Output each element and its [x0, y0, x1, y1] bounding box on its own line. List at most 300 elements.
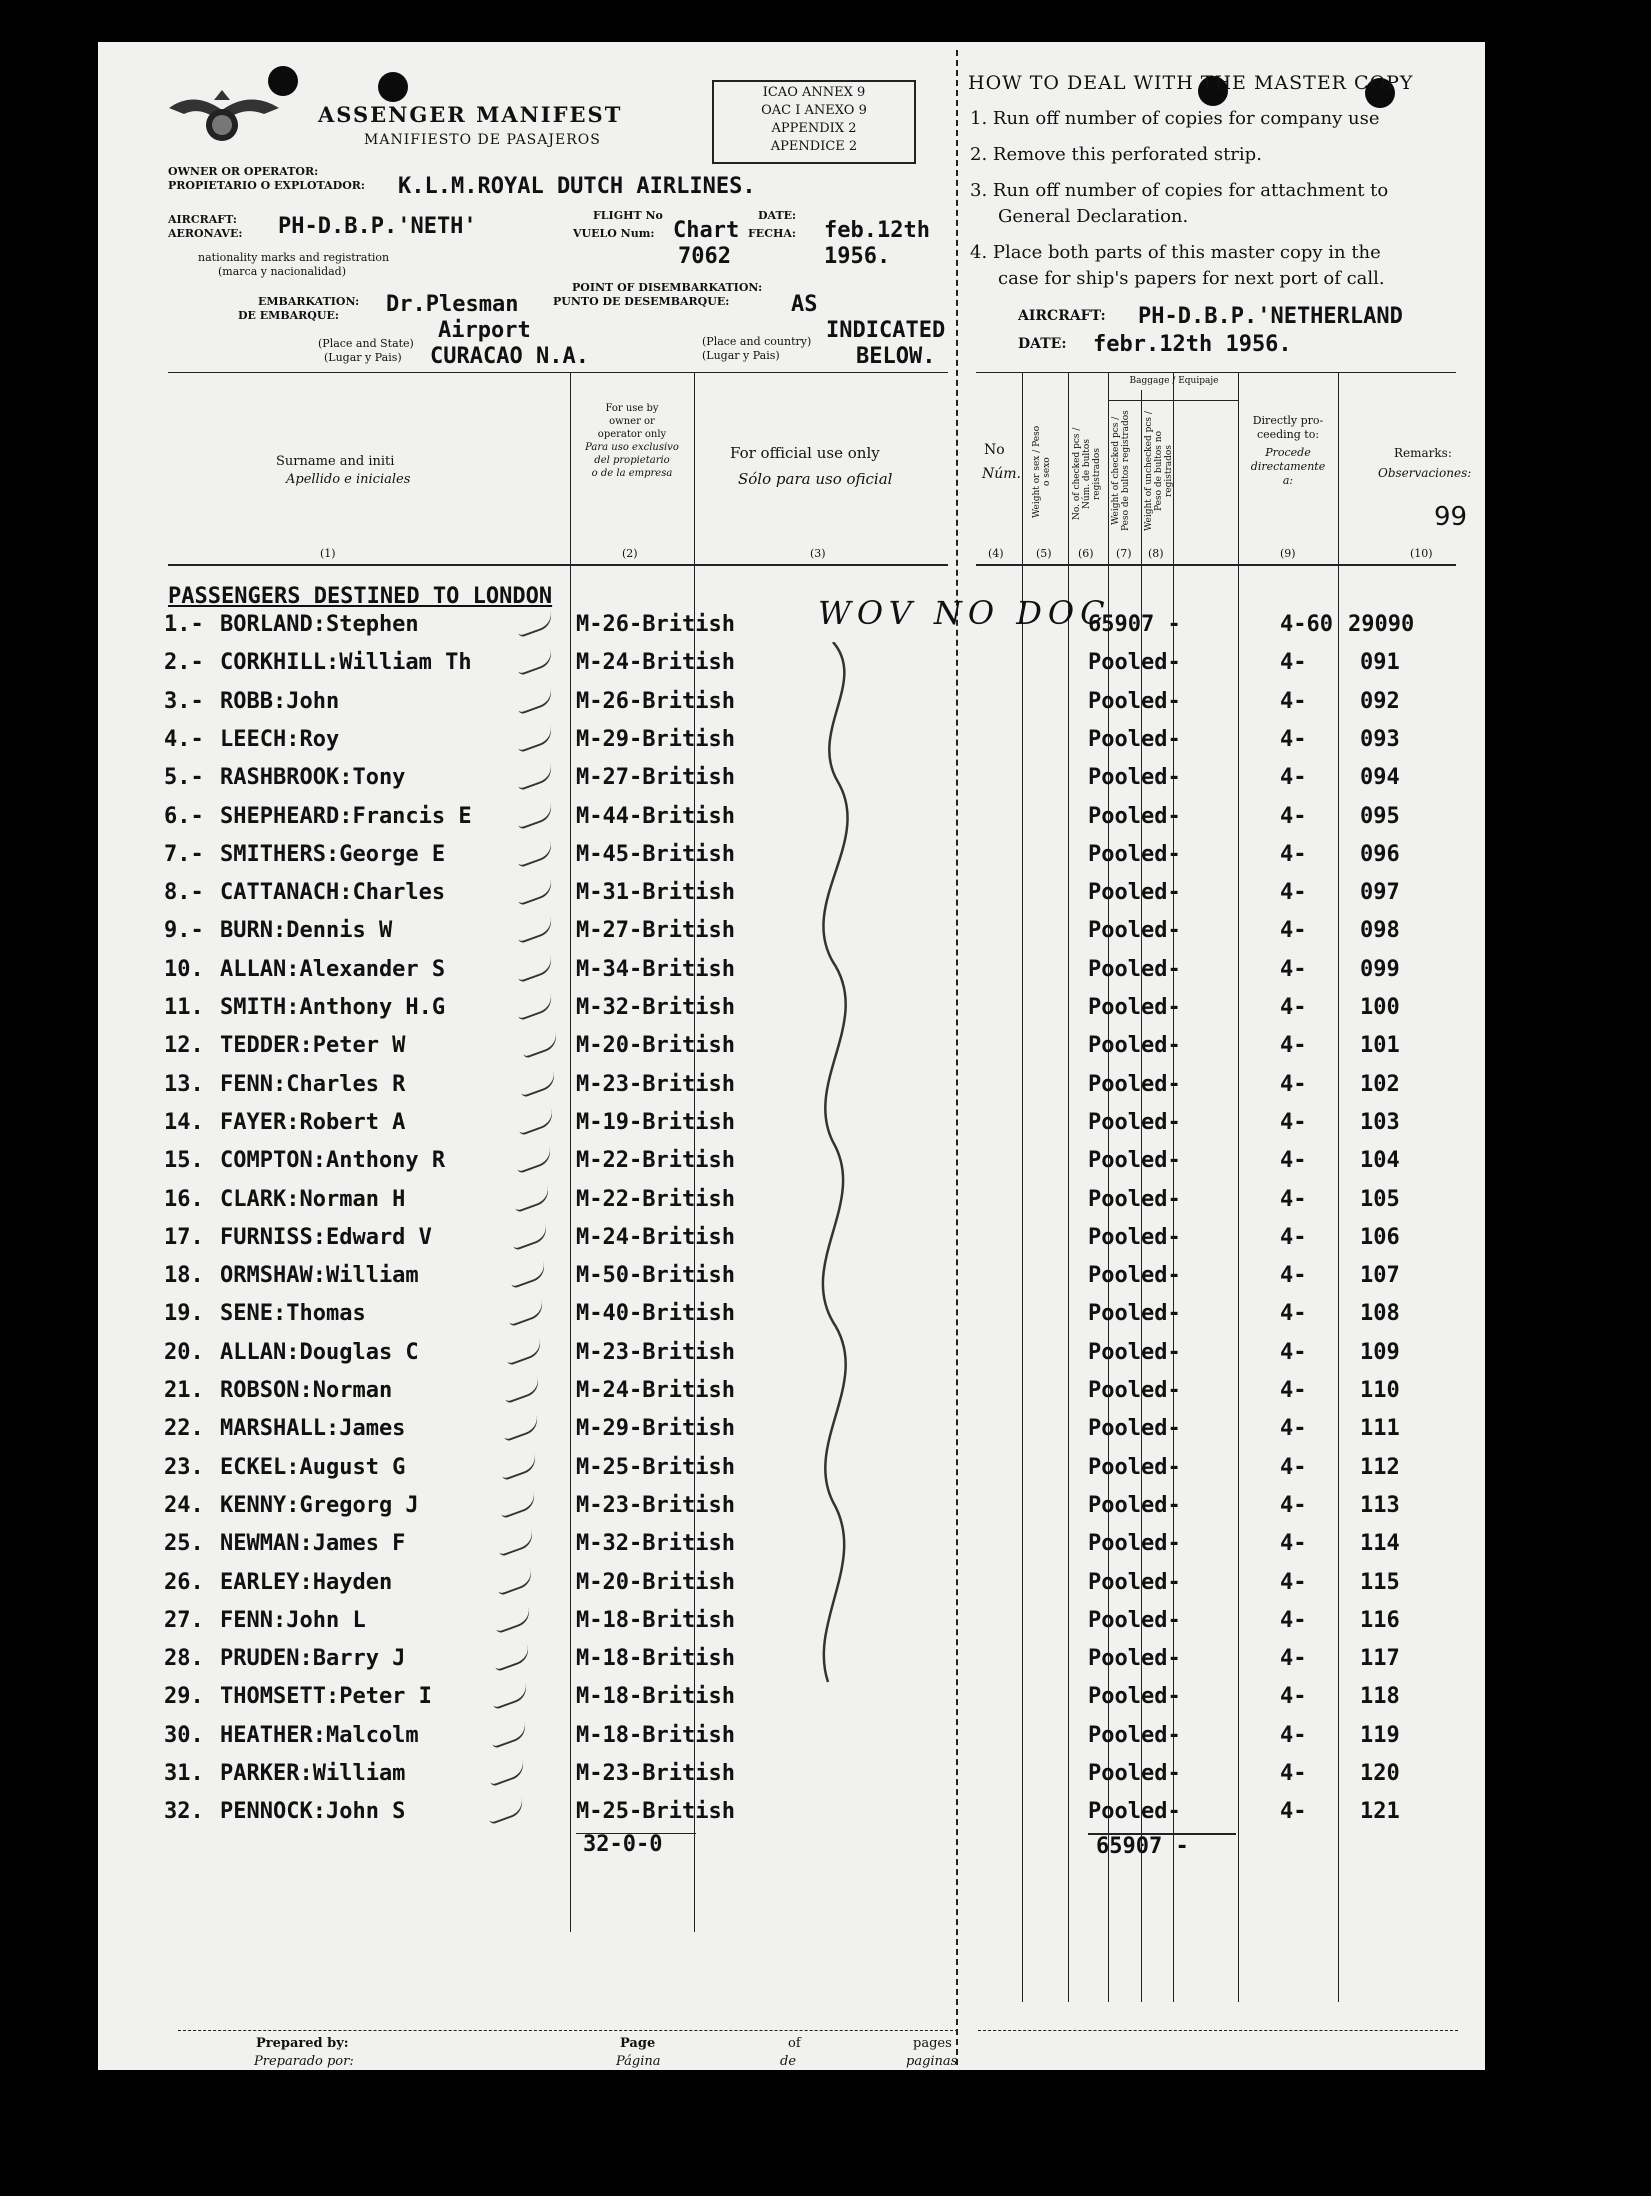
baggage-weight: Pooled-	[1088, 918, 1181, 944]
passenger-info: M-19-British	[576, 1109, 735, 1135]
passenger-name: THOMSETT:Peter I	[220, 1684, 432, 1710]
passenger-number: 9.-	[164, 918, 204, 944]
check-mark-icon	[514, 878, 555, 906]
icao-line: ICAO ANNEX 9	[762, 85, 866, 100]
footer-rule-strip	[978, 2030, 1458, 2031]
prepared-by-label: Prepared by:	[256, 2036, 349, 2051]
passenger-info: M-45-British	[576, 841, 735, 867]
check-mark-icon	[514, 687, 555, 715]
baggage-weight: Pooled-	[1088, 726, 1181, 752]
passenger-name: ALLAN:Alexander S	[220, 956, 446, 982]
table-row	[98, 1449, 1485, 1487]
table-row	[98, 1257, 1485, 1295]
passenger-info: M-24-British	[576, 1224, 735, 1250]
table-top-rule-strip	[976, 372, 1456, 373]
passenger-name: SMITH:Anthony H.G	[220, 995, 446, 1020]
col-num: (1)	[320, 547, 336, 560]
passenger-info: M-27-British	[576, 918, 735, 944]
baggage-weight: Pooled-	[1088, 1033, 1181, 1059]
remark-number: 120	[1360, 1761, 1400, 1786]
passenger-info: M-26-British	[576, 612, 735, 637]
remark-number: 112	[1360, 1454, 1400, 1480]
remark-number: 093	[1360, 726, 1400, 752]
flight-label-es: VUELO Num:	[573, 227, 655, 240]
passenger-name: BURN:Dennis W	[220, 918, 393, 944]
total-info: 32-0-0	[583, 1832, 663, 1857]
strip-aircraft-label: AIRCRAFT:	[1018, 308, 1106, 324]
table-row	[98, 1487, 1485, 1525]
passenger-info: M-24-British	[576, 1378, 735, 1403]
remark-number: 099	[1360, 956, 1400, 982]
check-mark-icon	[519, 1031, 560, 1059]
remark-number: 104	[1360, 1148, 1400, 1174]
total-weight: 65907 -	[1096, 1834, 1189, 1859]
passenger-name: CORKHILL:William Th	[220, 650, 472, 676]
table-row	[98, 1066, 1485, 1104]
col-header-no: No	[984, 442, 1005, 458]
passenger-number: 24.	[164, 1492, 204, 1518]
passenger-number: 28.	[164, 1646, 204, 1672]
icao-line: OAC I ANEXO 9	[761, 103, 867, 118]
col-header-weight-sex: Weight or sex / Peso o sexo	[1032, 425, 1052, 519]
table-row	[98, 912, 1485, 950]
manifest-title: ASSENGER MANIFEST	[318, 102, 623, 127]
destination-code: 4-	[1280, 1416, 1307, 1442]
check-mark-icon	[503, 1338, 544, 1366]
col-num: (8)	[1148, 547, 1164, 560]
embark-airport: Airport	[438, 318, 531, 343]
baggage-weight: Pooled-	[1088, 1416, 1181, 1442]
passenger-info: M-44-British	[576, 803, 735, 829]
table-row	[98, 1602, 1485, 1640]
passenger-info: M-18-British	[576, 1646, 735, 1672]
passenger-number: 12.	[164, 1033, 204, 1059]
col-num: (4)	[988, 547, 1004, 560]
instruction-line: 2. Remove this perforated strip.	[970, 144, 1262, 165]
embark-place-label: (Place and State)	[318, 337, 414, 350]
passenger-info: M-18-British	[576, 1722, 735, 1748]
check-mark-icon	[491, 1644, 532, 1672]
passenger-number: 23.	[164, 1454, 204, 1480]
check-mark-icon	[514, 725, 555, 753]
col-header-text: a:	[1282, 474, 1294, 487]
passenger-number: 2.-	[164, 650, 204, 676]
table-top-rule	[168, 372, 948, 373]
punch-hole	[378, 72, 408, 102]
aircraft-label-es: AERONAVE:	[168, 227, 243, 240]
prepared-by-label-es: Preparado por:	[254, 2054, 354, 2069]
owner-label: OWNER OR OPERATOR:	[168, 165, 319, 178]
passenger-number: 30.	[164, 1722, 204, 1748]
page-label: Page	[620, 2036, 656, 2051]
pages-label: pages	[913, 2036, 952, 2051]
passenger-number: 19.	[164, 1301, 204, 1327]
col-header-text: owner or	[609, 416, 655, 427]
col-num: (7)	[1116, 547, 1132, 560]
passenger-name: KENNY:Gregorg J	[220, 1492, 419, 1518]
remark-number: 096	[1360, 841, 1400, 867]
embark-value: Dr.Plesman	[386, 292, 519, 317]
remark-number: 100	[1360, 995, 1400, 1020]
passenger-name: HEATHER:Malcolm	[220, 1722, 419, 1748]
disembark-place-label: (Place and country)	[702, 335, 812, 348]
destination-code: 4-	[1280, 1339, 1307, 1365]
passenger-number: 13.	[164, 1071, 204, 1097]
table-row	[98, 759, 1485, 797]
check-mark-icon	[495, 1529, 536, 1557]
passenger-name: CATTANACH:Charles	[220, 880, 446, 906]
passenger-info: M-50-British	[576, 1263, 735, 1289]
destination-code: 4-	[1280, 918, 1307, 944]
klm-crown-logo-icon	[164, 80, 284, 150]
destination-code: 4-	[1280, 1531, 1307, 1557]
passenger-number: 22.	[164, 1416, 204, 1442]
check-mark-icon	[514, 840, 555, 868]
strip-aircraft-value: PH-D.B.P.'NETHERLAND	[1138, 304, 1403, 329]
baggage-weight: Pooled-	[1088, 1569, 1181, 1595]
passenger-name: TEDDER:Peter W	[220, 1033, 406, 1059]
destination-code: 4-	[1280, 1761, 1307, 1786]
table-row	[98, 1181, 1485, 1219]
table-row	[98, 1564, 1485, 1602]
flight-number: 7062	[678, 244, 731, 269]
remark-number: 101	[1360, 1033, 1400, 1059]
check-mark-icon	[514, 763, 555, 791]
remark-number: 092	[1360, 688, 1400, 714]
passenger-name: ORMSHAW:William	[220, 1263, 419, 1289]
destination-code: 4-	[1280, 765, 1307, 791]
baggage-weight: Pooled-	[1088, 1339, 1181, 1365]
table-row	[98, 1295, 1485, 1333]
passenger-name: RASHBROOK:Tony	[220, 765, 406, 791]
baggage-weight: Pooled-	[1088, 1301, 1181, 1327]
manifest-subtitle: MANIFIESTO DE PASAJEROS	[364, 132, 601, 148]
passenger-name: BORLAND:Stephen	[220, 612, 419, 637]
table-row	[98, 874, 1485, 912]
passenger-name: PENNOCK:John S	[220, 1799, 406, 1825]
passenger-number: 1.-	[164, 612, 204, 637]
col-num: (3)	[810, 547, 826, 560]
col-header-unchecked-weight: Weight of unchecked pcs / Peso de bultos no registrados	[1144, 411, 1174, 531]
section-heading: PASSENGERS DESTINED TO LONDON	[168, 584, 553, 609]
remark-number: 108	[1360, 1301, 1400, 1327]
table-row	[98, 1640, 1485, 1678]
destination-code: 4-	[1280, 1492, 1307, 1518]
passenger-number: 10.	[164, 956, 204, 982]
baggage-weight: Pooled-	[1088, 1761, 1181, 1786]
col-header-text: Directly pro-	[1252, 414, 1324, 427]
remark-number: 113	[1360, 1492, 1400, 1518]
embark-label: EMBARKATION:	[258, 295, 360, 308]
destination-code: 4-60	[1280, 612, 1333, 637]
col-header-text: o de la empresa	[591, 468, 673, 479]
table-row	[98, 606, 1485, 644]
passenger-number: 14.	[164, 1109, 204, 1135]
passenger-number: 5.-	[164, 765, 204, 791]
check-mark-icon	[505, 1299, 546, 1327]
passenger-name: PARKER:William	[220, 1761, 406, 1786]
disembark-value: AS	[791, 292, 818, 317]
disembark-label: POINT OF DISEMBARKATION:	[572, 281, 763, 294]
remark-number: 115	[1360, 1569, 1400, 1595]
check-mark-icon	[500, 1414, 541, 1442]
destination-code: 4-	[1280, 726, 1307, 752]
passenger-name: EARLEY:Hayden	[220, 1569, 393, 1595]
passenger-number: 29.	[164, 1684, 204, 1710]
check-mark-icon	[515, 1108, 556, 1136]
check-mark-icon	[517, 1070, 558, 1098]
passenger-info: M-31-British	[576, 880, 735, 906]
column-number-rule-strip	[976, 564, 1456, 566]
passenger-number: 25.	[164, 1531, 204, 1557]
passenger-number: 4.-	[164, 726, 204, 752]
baggage-weight: Pooled-	[1088, 1454, 1181, 1480]
check-mark-icon	[514, 993, 555, 1021]
passenger-name: FENN:John L	[220, 1607, 366, 1633]
baggage-weight: Pooled-	[1088, 1148, 1181, 1174]
baggage-weight: Pooled-	[1088, 650, 1181, 676]
destination-code: 4-	[1280, 956, 1307, 982]
passenger-name: PRUDEN:Barry J	[220, 1646, 406, 1672]
passenger-number: 7.-	[164, 841, 204, 867]
aircraft-note-es: (marca y nacionalidad)	[218, 265, 347, 278]
destination-code: 4-	[1280, 841, 1307, 867]
check-mark-icon	[514, 648, 555, 676]
passenger-name: SMITHERS:George E	[220, 841, 446, 867]
date-year: 1956.	[824, 244, 891, 269]
col-num: (2)	[622, 547, 638, 560]
remark-number: 102	[1360, 1071, 1400, 1097]
col-header-no-es: Núm.	[982, 466, 1021, 482]
page-number-stamp: 99	[1434, 502, 1468, 532]
baggage-weight: Pooled-	[1088, 1646, 1181, 1672]
icao-box	[712, 80, 916, 164]
disembark-place-label-es: (Lugar y Pais)	[702, 349, 780, 362]
passenger-info: M-27-British	[576, 765, 735, 791]
col-num: (6)	[1078, 547, 1094, 560]
col-header-text: For use by	[605, 403, 659, 414]
col-header-checked-pcs: No. of checked pcs / Núm. de bultos registrados	[1072, 427, 1102, 521]
baggage-weight: Pooled-	[1088, 1684, 1181, 1710]
destination-code: 4-	[1280, 1148, 1307, 1174]
remark-number: 105	[1360, 1186, 1400, 1212]
passenger-info: M-34-British	[576, 956, 735, 982]
passenger-number: 32.	[164, 1799, 204, 1825]
check-mark-icon	[514, 801, 555, 829]
remark-number: 098	[1360, 918, 1400, 944]
baggage-weight: Pooled-	[1088, 1071, 1181, 1097]
table-row	[98, 644, 1485, 682]
remark-number: 091	[1360, 650, 1400, 676]
pages-label-es: paginas	[906, 2054, 958, 2069]
aircraft-value: PH-D.B.P.'NETH'	[278, 214, 477, 239]
passenger-name: MARSHALL:James	[220, 1416, 406, 1442]
passenger-number: 8.-	[164, 880, 204, 906]
remark-number: 114	[1360, 1531, 1400, 1557]
destination-code: 4-	[1280, 1263, 1307, 1289]
col-header-remarks-es: Observaciones:	[1378, 466, 1472, 480]
baggage-weight: Pooled-	[1088, 841, 1181, 867]
check-mark-icon	[513, 1146, 554, 1174]
passenger-info: M-29-British	[576, 726, 735, 752]
date-label: DATE:	[758, 209, 797, 222]
baggage-weight: Pooled-	[1088, 765, 1181, 791]
baggage-weight: 65907 -	[1088, 612, 1181, 637]
flight-label: FLIGHT No	[593, 209, 663, 222]
table-row	[98, 1142, 1485, 1180]
destination-code: 4-	[1280, 995, 1307, 1020]
passenger-info: M-24-British	[576, 650, 735, 676]
table-row	[98, 1793, 1485, 1831]
col-header-text: ceeding to:	[1256, 428, 1320, 441]
passenger-name: FENN:Charles R	[220, 1071, 406, 1097]
destination-code: 4-	[1280, 650, 1307, 676]
baggage-weight: Pooled-	[1088, 1607, 1181, 1633]
destination-code: 4-	[1280, 1301, 1307, 1327]
table-row	[98, 1717, 1485, 1755]
remark-number: 107	[1360, 1263, 1400, 1289]
remark-number: 109	[1360, 1339, 1400, 1365]
embark-place-value: CURACAO N.A.	[430, 344, 589, 369]
flight-value: Chart	[673, 218, 740, 243]
destination-code: 4-	[1280, 1071, 1307, 1097]
destination-code: 4-	[1280, 1454, 1307, 1480]
passenger-info: M-23-British	[576, 1761, 735, 1786]
remark-number: 116	[1360, 1607, 1400, 1633]
instruction-line: case for ship's papers for next port of call.	[998, 268, 1385, 289]
aircraft-label: AIRCRAFT:	[168, 213, 237, 226]
check-mark-icon	[497, 1491, 538, 1519]
col-header-text: directamente	[1250, 460, 1326, 473]
date-label-es: FECHA:	[748, 227, 796, 240]
passenger-number: 31.	[164, 1761, 204, 1786]
destination-code: 4-	[1280, 1607, 1307, 1633]
passenger-name: LEECH:Roy	[220, 726, 340, 752]
remark-number: 29090	[1348, 612, 1415, 637]
remark-number: 111	[1360, 1416, 1400, 1442]
passenger-info: M-25-British	[576, 1454, 735, 1480]
check-mark-icon	[501, 1376, 542, 1404]
remark-number: 117	[1360, 1646, 1400, 1672]
embark-place-label-es: (Lugar y Pais)	[324, 351, 402, 364]
col-header-remarks: Remarks:	[1394, 446, 1452, 460]
remark-number: 094	[1360, 765, 1400, 791]
col-header-checked-weight: Weight of checked pcs / Peso de bultos registrados	[1111, 410, 1131, 532]
remark-number: 121	[1360, 1799, 1400, 1825]
passenger-info: M-20-British	[576, 1569, 735, 1595]
passenger-number: 18.	[164, 1263, 204, 1289]
table-row	[98, 1410, 1485, 1448]
col-header-text: Para uso exclusivo	[585, 442, 679, 453]
passenger-info: M-23-British	[576, 1071, 735, 1097]
table-row	[98, 1678, 1485, 1716]
total-rule	[576, 1833, 696, 1834]
baggage-weight: Pooled-	[1088, 1109, 1181, 1135]
passenger-name: FURNISS:Edward V	[220, 1224, 432, 1250]
of-label-es: de	[780, 2054, 797, 2069]
disembark-below: BELOW.	[856, 344, 936, 369]
table-row	[98, 1027, 1485, 1065]
col-header-surname-es: Apellido e iniciales	[286, 472, 411, 487]
strip-date-value: febr.12th 1956.	[1093, 332, 1292, 357]
passenger-info: M-18-British	[576, 1684, 735, 1710]
check-mark-icon	[492, 1606, 533, 1634]
col-header-proceeding	[1238, 414, 1338, 488]
col-header-text: Procede	[1265, 446, 1311, 459]
passenger-info: M-23-British	[576, 1492, 735, 1518]
of-label: of	[788, 2036, 801, 2051]
passenger-number: 20.	[164, 1339, 204, 1365]
check-mark-icon	[514, 610, 555, 638]
owner-value: K.L.M.ROYAL DUTCH AIRLINES.	[398, 174, 756, 199]
check-mark-icon	[486, 1759, 527, 1787]
passenger-number: 6.-	[164, 803, 204, 829]
col-header-official-es: Sólo para uso oficial	[738, 470, 893, 488]
instruction-line: 1. Run off number of copies for company use	[970, 108, 1380, 129]
passenger-info: M-18-British	[576, 1607, 735, 1633]
check-mark-icon	[489, 1682, 530, 1710]
passenger-info: M-40-British	[576, 1301, 735, 1327]
passenger-number: 26.	[164, 1569, 204, 1595]
passenger-info: M-32-British	[576, 1531, 735, 1557]
passenger-info: M-23-British	[576, 1339, 735, 1365]
table-row	[98, 683, 1485, 721]
remark-number: 103	[1360, 1109, 1400, 1135]
table-row	[98, 1104, 1485, 1142]
baggage-weight: Pooled-	[1088, 688, 1181, 714]
passenger-number: 11.	[164, 995, 204, 1020]
instruction-line: 4. Place both parts of this master copy in the	[970, 242, 1381, 263]
table-row	[98, 798, 1485, 836]
remark-number: 097	[1360, 880, 1400, 906]
passenger-name: ALLAN:Douglas C	[220, 1339, 419, 1365]
destination-code: 4-	[1280, 880, 1307, 906]
destination-code: 4-	[1280, 1109, 1307, 1135]
col-num: (10)	[1410, 547, 1433, 560]
remark-number: 119	[1360, 1722, 1400, 1748]
passenger-name: ROBB:John	[220, 688, 340, 714]
icao-line: APPENDIX 2	[771, 121, 857, 136]
passenger-name: CLARK:Norman H	[220, 1186, 406, 1212]
table-row	[98, 1219, 1485, 1257]
passenger-name: FAYER:Robert A	[220, 1109, 406, 1135]
check-mark-icon	[485, 1797, 526, 1825]
check-mark-icon	[514, 955, 555, 983]
baggage-weight: Pooled-	[1088, 803, 1181, 829]
aircraft-note: nationality marks and registration	[198, 251, 390, 264]
table-row	[98, 836, 1485, 874]
destination-code: 4-	[1280, 803, 1307, 829]
table-row	[98, 951, 1485, 989]
table-row	[98, 989, 1485, 1027]
passenger-info: M-22-British	[576, 1148, 735, 1174]
destination-code: 4-	[1280, 1378, 1307, 1403]
check-mark-icon	[494, 1567, 535, 1595]
owner-label-es: PROPIETARIO O EXPLOTADOR:	[168, 179, 365, 192]
col-header-owner-use	[570, 402, 694, 480]
page-label-es: Página	[616, 2054, 661, 2069]
table-row	[98, 1525, 1485, 1563]
destination-code: 4-	[1280, 1722, 1307, 1748]
remark-number: 095	[1360, 803, 1400, 829]
date-value: feb.12th	[824, 218, 930, 243]
check-mark-icon	[511, 1184, 552, 1212]
baggage-rule	[1108, 400, 1238, 401]
col-num: (9)	[1280, 547, 1296, 560]
passenger-name: NEWMAN:James F	[220, 1531, 406, 1557]
destination-code: 4-	[1280, 1684, 1307, 1710]
column-number-rule	[168, 564, 948, 566]
